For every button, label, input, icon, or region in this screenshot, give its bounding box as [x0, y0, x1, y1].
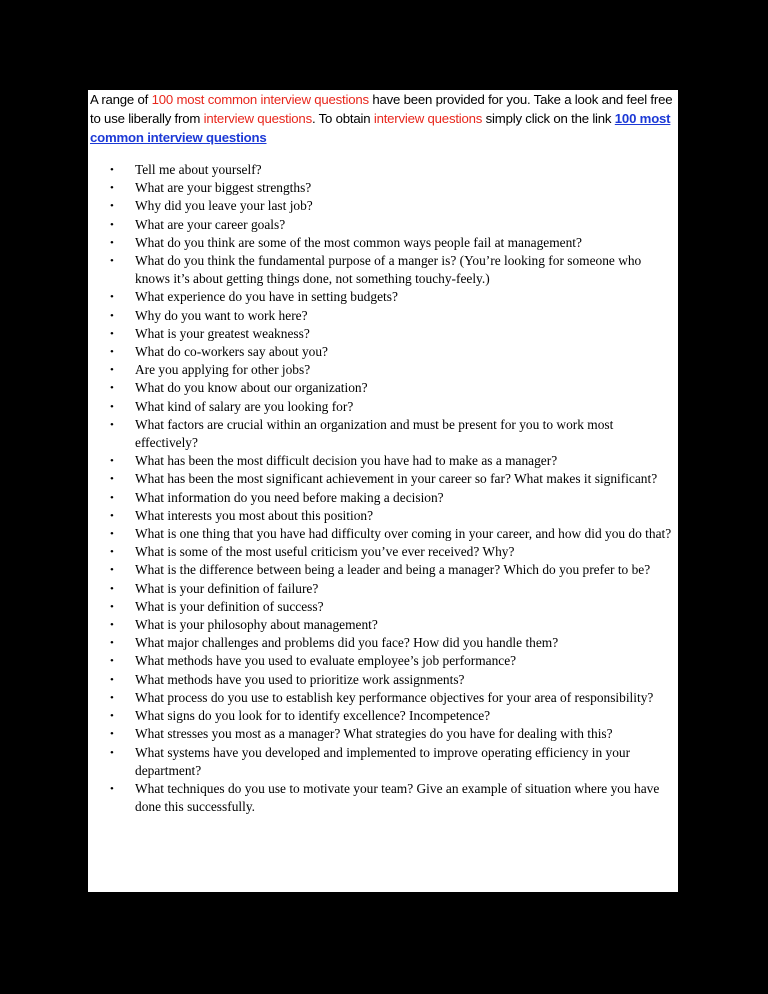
question-text: What is one thing that you have had difficulty over coming in your career, and how did you do that? [135, 526, 672, 542]
list-item [88, 197, 678, 215]
list-item [88, 307, 678, 325]
list-item [88, 507, 678, 525]
list-item [88, 780, 678, 816]
bullet-icon: • [110, 346, 114, 359]
bullet-icon: • [110, 582, 114, 595]
question-text: What techniques do you use to motivate your team? Give an example of situation where you have done this successfully. [135, 780, 660, 815]
bullet-icon: • [110, 728, 114, 741]
question-text: What interests you most about this position? [135, 507, 374, 523]
question-text: What has been the most difficult decision you have had to make as a manager? [135, 453, 558, 469]
document-page [88, 90, 678, 892]
list-item [88, 252, 678, 288]
list-item [88, 416, 678, 452]
question-text: What process do you use to establish key performance objectives for your area of responsibility? [135, 689, 654, 705]
question-text: What is the difference between being a leader and being a manager? Which do you prefer to be? [135, 562, 651, 578]
bullet-icon: • [110, 473, 114, 486]
bullet-icon: • [110, 782, 114, 795]
highlight-interview-questions-1: interview questions [203, 111, 312, 126]
question-text: Why did you leave your last job? [135, 198, 313, 214]
question-text: What do co-workers say about you? [135, 344, 328, 360]
list-item [88, 470, 678, 488]
list-item [88, 580, 678, 598]
bullet-icon: • [110, 218, 114, 231]
list-item [88, 598, 678, 616]
question-text: What do you think are some of the most common ways people fail at management? [135, 234, 582, 250]
intro-text-3: . To obtain [311, 111, 374, 126]
bullet-icon: • [110, 491, 114, 504]
bullet-icon: • [110, 255, 114, 268]
list-item [88, 525, 678, 543]
list-item [88, 707, 678, 725]
question-text: What has been the most significant achievement in your career so far? What makes it significant? [135, 471, 658, 487]
list-item [88, 689, 678, 707]
question-text: What kind of salary are you looking for? [135, 398, 354, 414]
bullet-icon: • [110, 637, 114, 650]
bullet-icon: • [110, 236, 114, 249]
question-text: What are your biggest strengths? [135, 180, 312, 196]
bullet-icon: • [110, 455, 114, 468]
list-item [88, 725, 678, 743]
list-item [88, 543, 678, 561]
list-item [88, 288, 678, 306]
bullet-icon: • [110, 200, 114, 213]
list-item [88, 343, 678, 361]
question-text: What do you think the fundamental purpose of a manger is? (You’re looking for someone who knows it’s about getting things done, not something touchy-feely.) [135, 253, 642, 287]
bullet-icon: • [110, 619, 114, 632]
bullet-icon: • [110, 164, 114, 176]
bullet-icon: • [110, 564, 114, 577]
question-text: What is your philosophy about management? [135, 617, 378, 633]
list-item [88, 652, 678, 670]
list-item [88, 634, 678, 652]
bullet-icon: • [110, 673, 114, 686]
highlight-interview-questions-2: interview questions [373, 111, 483, 126]
question-text: What signs do you look for to identify excellence? Incompetence? [135, 708, 491, 724]
bullet-icon: • [110, 710, 114, 723]
question-text: Tell me about yourself? [135, 162, 262, 177]
list-item [88, 452, 678, 470]
question-text: Why do you want to work here? [135, 307, 308, 323]
question-text: What is your greatest weakness? [135, 325, 310, 341]
question-text: What is your definition of success? [135, 598, 324, 614]
bullet-icon: • [110, 600, 114, 613]
question-text: What experience do you have in setting budgets? [135, 289, 398, 305]
list-item [88, 561, 678, 579]
list-item [88, 179, 678, 197]
question-text: What do you know about our organization? [135, 380, 368, 396]
question-text: What stresses you most as a manager? What strategies do you have for dealing with this? [135, 726, 613, 742]
list-item [88, 234, 678, 252]
list-item [88, 325, 678, 343]
intro-text-4: simply click on the link [482, 111, 615, 126]
question-text: What methods have you used to evaluate employee’s job performance? [135, 653, 517, 669]
bullet-icon: • [110, 400, 114, 413]
list-item [88, 161, 678, 179]
list-item [88, 216, 678, 234]
intro-text-2: have been provided for you. Take a look and feel free to use liberally from [90, 92, 673, 126]
list-item [88, 489, 678, 507]
list-item [88, 616, 678, 634]
bullet-icon: • [110, 509, 114, 522]
questions-link[interactable]: 100 most common interview questions [90, 111, 671, 145]
bullet-icon: • [110, 382, 114, 395]
bullet-icon: • [110, 182, 114, 195]
list-item [88, 379, 678, 397]
bullet-icon: • [110, 327, 114, 340]
question-text: Are you applying for other jobs? [135, 362, 311, 378]
bullet-icon: • [110, 655, 114, 668]
bullet-icon: • [110, 691, 114, 704]
bullet-icon: • [110, 291, 114, 304]
question-text: What methods have you used to prioritize work assignments? [135, 671, 465, 687]
bullet-icon: • [110, 418, 114, 431]
questions-list [88, 161, 678, 816]
list-item [88, 361, 678, 379]
question-text: What is your definition of failure? [135, 580, 319, 596]
highlight-common-questions: 100 most common interview questions [151, 92, 369, 107]
bullet-icon: • [110, 309, 114, 322]
bullet-icon: • [110, 364, 114, 377]
intro-text-1: A range of [90, 92, 152, 107]
bullet-icon: • [110, 746, 114, 759]
question-text: What is some of the most useful criticism you’ve ever received? Why? [135, 544, 515, 560]
question-text: What are your career goals? [135, 216, 286, 232]
bullet-icon: • [110, 528, 114, 541]
intro-paragraph [90, 90, 678, 147]
list-item [88, 671, 678, 689]
question-text: What information do you need before making a decision? [135, 489, 444, 505]
question-text: What systems have you developed and implemented to improve operating efficiency in your department? [135, 744, 631, 778]
question-text: What major challenges and problems did you face? How did you handle them? [135, 635, 559, 651]
list-item [88, 398, 678, 416]
question-text: What factors are crucial within an organization and must be present for you to work most effectively? [135, 416, 614, 451]
bullet-icon: • [110, 546, 114, 559]
list-item [88, 744, 678, 780]
